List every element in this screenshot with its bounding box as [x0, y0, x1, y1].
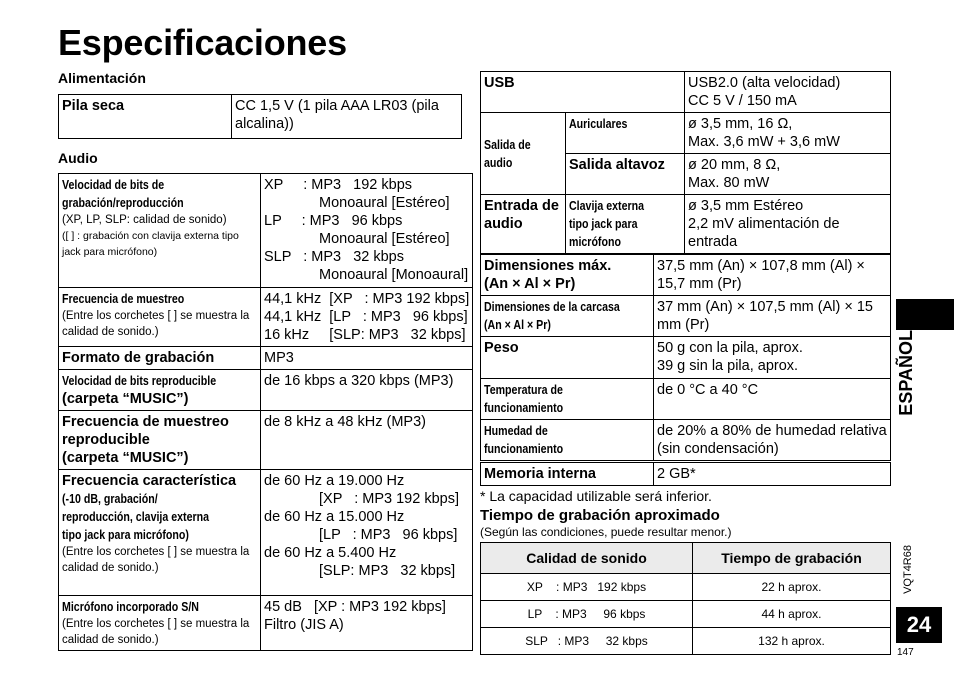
mic-jack-label: Clavija externa tipo jack para micrófono [566, 195, 685, 254]
page-number: 24 [896, 607, 942, 643]
output-label: Salida de audio [481, 113, 566, 195]
physical-table [480, 254, 891, 461]
bitrate-label-cell: Velocidad de bits de grabación/reproducción (XP, LP, SLP: calidad de sonido) ([ ] : grabación con clavija externa tipo jack para micrófono) [59, 174, 261, 288]
table-row-time: 22 h aprox. [693, 574, 891, 601]
footnote: * La capacidad utilizable será inferior. [480, 488, 712, 504]
language-label: ESPAÑOL [896, 330, 916, 416]
audio-heading: Audio [58, 150, 98, 166]
io-table [480, 71, 891, 254]
memory-label: Memoria interna [481, 463, 654, 486]
dims-max-label: Dimensiones máx. (An × Al × Pr) [481, 255, 654, 296]
quality-header: Calidad de sonido [481, 543, 693, 574]
snr-label-cell: Micrófono incorporado S/N (Entre los corchetes [ ] se muestra la calidad de sonido.) [59, 596, 261, 651]
model-code: VQT4R68 [902, 545, 914, 594]
dry-battery-value: CC 1,5 V (1 pila AAA LR03 (pila alcalina)) [232, 95, 462, 139]
frequency-label-cell: Frecuencia característica (-10 dB, grabación/ reproducción, clavija externa tipo jack para micrófono) (Entre los corchetes [ ] se muestra la calidad de sonido.) [59, 470, 261, 596]
weight-label: Peso [481, 337, 654, 379]
headphones-value: ø 3,5 mm, 16 Ω, Max. 3,6 mW + 3,6 mW [685, 113, 891, 154]
snr-value-cell: 45 dB [XP : MP3 192 kbps] Filtro (JIS A) [261, 596, 473, 651]
usb-value: USB2.0 (alta velocidad) CC 5 V / 150 mA [685, 72, 891, 113]
playback-sampling-label: Frecuencia de muestreo reproducible (carpeta “MUSIC”) [59, 411, 261, 470]
temperature-value: de 0 °C a 40 °C [654, 379, 891, 420]
table-row-time: 132 h aprox. [693, 628, 891, 655]
frequency-value-cell: de 60 Hz a 19.000 Hz [XP : MP3 192 kbps] de 60 Hz a 15.000 Hz [LP : MP3 96 kbps] de 60 Hz a 5.400 Hz [SLP: MP3 32 kbps] [261, 470, 473, 596]
power-heading: Alimentación [58, 70, 146, 86]
time-header: Tiempo de grabación [693, 543, 891, 574]
bitrate-value-cell: XP : MP3 192 kbps Monoaural [Estéreo] LP : MP3 96 kbps Monoaural [Estéreo] SLP : MP3 32 kbps Monoaural [Monoaural] [261, 174, 473, 288]
dims-case-value: 37 mm (An) × 107,5 mm (Al) × 15 mm (Pr) [654, 296, 891, 337]
dims-max-value: 37,5 mm (An) × 107,8 mm (Al) × 15,7 mm (Pr) [654, 255, 891, 296]
table-row-time: 44 h aprox. [693, 601, 891, 628]
format-value: MP3 [261, 347, 473, 370]
temperature-label: Temperatura de funcionamiento [481, 379, 654, 420]
power-table [58, 94, 462, 139]
dry-battery-label: Pila seca [59, 95, 232, 139]
audio-table [58, 173, 473, 651]
memory-value: 2 GB* [654, 463, 891, 486]
usb-label: USB [481, 72, 685, 113]
format-label: Formato de grabación [59, 347, 261, 370]
table-row-quality: LP : MP3 96 kbps [481, 601, 693, 628]
sampling-label-cell: Frecuencia de muestreo (Entre los corchetes [ ] se muestra la calidad de sonido.) [59, 288, 261, 347]
dims-case-label: Dimensiones de la carcasa (An × Al × Pr) [481, 296, 654, 337]
input-label: Entrada de audio [481, 195, 566, 254]
table-row-quality: SLP : MP3 32 kbps [481, 628, 693, 655]
page-footer-number: 147 [897, 647, 914, 658]
page-title: Especificaciones [58, 22, 347, 63]
speaker-label: Salida altavoz [566, 154, 685, 195]
recording-time-heading: Tiempo de grabación aproximado [480, 507, 720, 524]
weight-value: 50 g con la pila, aprox. 39 g sin la pila, aprox. [654, 337, 891, 379]
language-tab-bar [896, 299, 954, 330]
memory-table [480, 462, 891, 486]
speaker-value: ø 20 mm, 8 Ω, Max. 80 mW [685, 154, 891, 195]
playback-sampling-value: de 8 kHz a 48 kHz (MP3) [261, 411, 473, 470]
sampling-value-cell: 44,1 kHz [XP : MP3 192 kbps] 44,1 kHz [LP : MP3 96 kbps] 16 kHz [SLP: MP3 32 kbps] [261, 288, 473, 347]
recording-time-table [480, 542, 891, 655]
playback-bitrate-label: Velocidad de bits reproducible (carpeta “MUSIC”) [59, 370, 261, 411]
playback-bitrate-value: de 16 kbps a 320 kbps (MP3) [261, 370, 473, 411]
recording-time-note: (Según las condiciones, puede resultar menor.) [480, 525, 732, 539]
humidity-label: Humedad de funcionamiento [481, 420, 654, 461]
mic-jack-value: ø 3,5 mm Estéreo 2,2 mV alimentación de entrada [685, 195, 891, 254]
humidity-value: de 20% a 80% de humedad relativa (sin condensación) [654, 420, 891, 461]
table-row-quality: XP : MP3 192 kbps [481, 574, 693, 601]
headphones-label: Auriculares [566, 113, 685, 154]
